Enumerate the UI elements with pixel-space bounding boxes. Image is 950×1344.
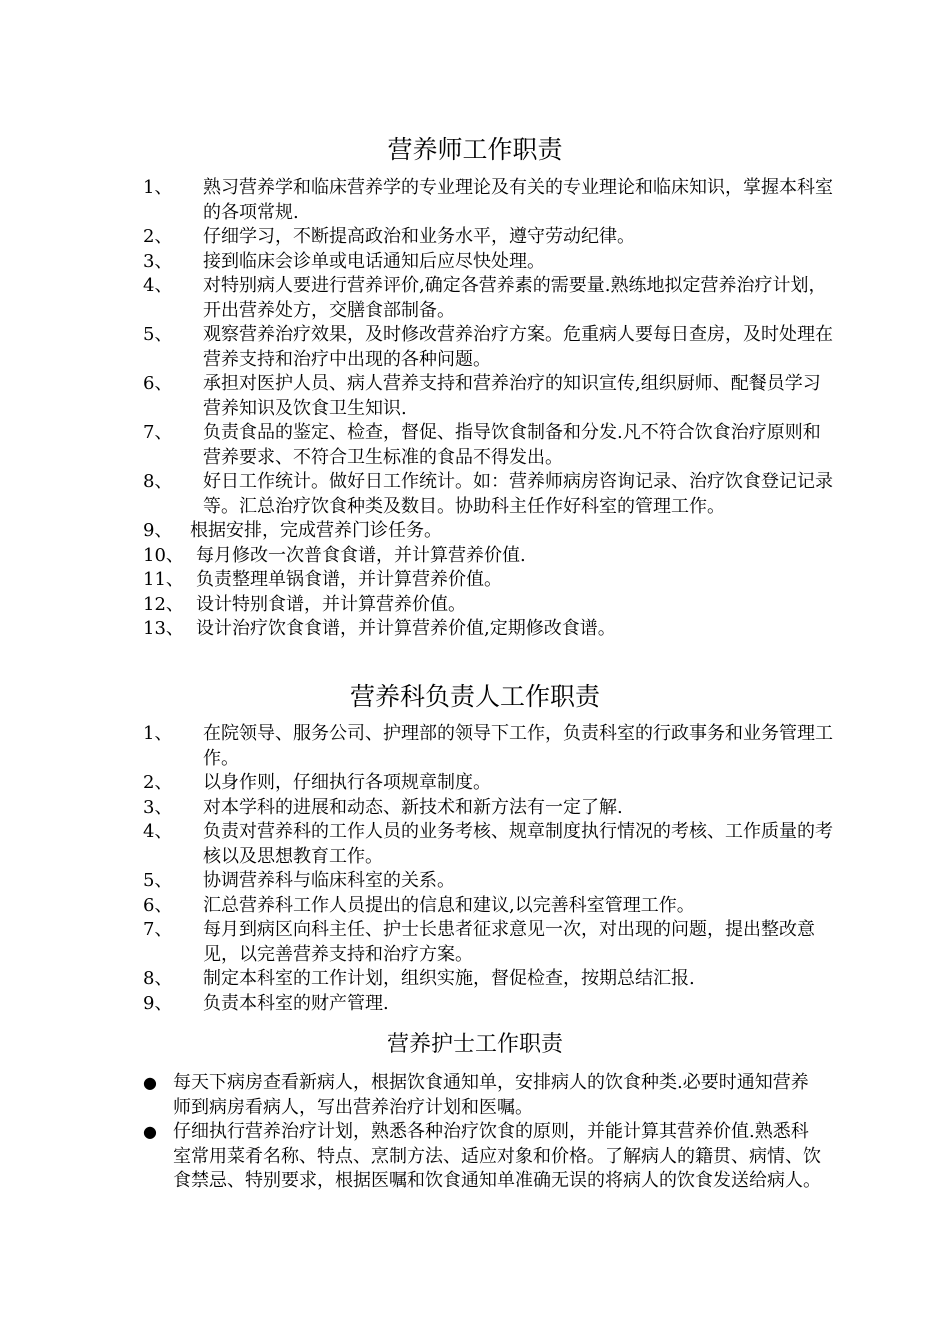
item-number: 6、 (143, 894, 173, 916)
item-text: 熟习营养学和临床营养学的专业理论及有关的专业理论和临床知识，掌握本科室的各项常规. (203, 177, 833, 223)
list-item (143, 323, 833, 372)
section2-title: 营养科负责人工作职责 (349, 682, 600, 711)
list-item (143, 796, 833, 821)
section3-title: 营养护士工作职责 (386, 1032, 563, 1057)
item-number: 6、 (143, 373, 173, 394)
list-item (143, 869, 833, 894)
item-number: 4、 (143, 821, 173, 842)
item-number: 9、 (143, 992, 173, 1014)
list-item (143, 918, 833, 967)
list-item (143, 274, 833, 323)
list-item (143, 176, 833, 225)
bullet-item (143, 1120, 823, 1194)
item-text: 制定本科室的工作计划，组织实施，督促检查，按期总结汇报. (203, 968, 695, 989)
item-text: 设计治疗饮食食谱，并计算营养价值,定期修改食谱。 (196, 618, 616, 639)
list-item (143, 593, 833, 618)
list-item (143, 544, 833, 569)
item-text: 观察营养治疗效果，及时修改营养治疗方案。危重病人要每日查房，及时处理在营养支持和治疗中出现的各种问题。 (203, 324, 833, 370)
item-text: 负责本科室的财产管理. (203, 992, 389, 1014)
item-text: 在院领导、服务公司、护理部的领导下工作，负责科室的行政事务和业务管理工作。 (203, 723, 833, 769)
item-number: 4、 (143, 275, 173, 296)
list-item (143, 992, 833, 1017)
section1-list (143, 176, 833, 642)
bullet-icon: ● (143, 1073, 157, 1092)
item-text: 负责整理单锅食谱，并计算营养价值。 (196, 569, 502, 590)
item-number: 11、 (143, 569, 184, 590)
item-number: 2、 (143, 226, 173, 247)
item-text: 负责对营养科的工作人员的业务考核、规章制度执行情况的考核、工作质量的考核以及思想教育工作。 (203, 821, 833, 867)
item-number: 1、 (143, 177, 173, 198)
item-text: 汇总营养科工作人员提出的信息和建议,以完善科室管理工作。 (203, 894, 695, 916)
list-item (143, 421, 833, 470)
list-item (143, 225, 833, 250)
section2-list (143, 722, 833, 1016)
item-number: 7、 (143, 422, 173, 443)
item-number: 8、 (143, 968, 173, 989)
list-item (143, 250, 833, 275)
item-text: 承担对医护人员、病人营养支持和营养治疗的知识宣传,组织厨师、配餐员学习营养知识及饮食卫生知识. (203, 373, 821, 419)
item-number: 13、 (143, 618, 184, 639)
item-text: 仔细学习，不断提高政治和业务水平，遵守劳动纪律。 (203, 226, 635, 247)
item-number: 3、 (143, 250, 173, 272)
item-text: 每月到病区向科主任、护士长患者征求意见一次，对出现的问题，提出整改意见，以完善营养支持和治疗方案。 (203, 919, 815, 965)
item-number: 9、 (143, 520, 173, 541)
list-item (143, 470, 833, 519)
list-item (143, 894, 833, 919)
item-text: 仔细执行营养治疗计划，熟悉各种治疗饮食的原则，并能计算其营养价值.熟悉科室常用菜肴名称、特点、烹制方法、适应对象和价格。了解病人的籍贯、病情、饮食禁忌、特别要求，根据医嘱和饮食通知单准确无误的将病人的饮食发送给病人。 (173, 1121, 821, 1191)
item-text: 对本学科的进展和动态、新技术和新方法有一定了解. (203, 796, 623, 818)
bullet-icon: ● (143, 1122, 157, 1141)
item-text: 每天下病房查看新病人，根据饮食通知单，安排病人的饮食种类.必要时通知营养师到病房看病人，写出营养治疗计划和医嘱。 (173, 1072, 809, 1118)
list-item (143, 722, 833, 771)
item-text: 协调营养科与临床科室的关系。 (203, 870, 455, 891)
item-number: 7、 (143, 919, 173, 940)
item-text: 好日工作统计。做好日工作统计。如：营养师病房咨询记录、治疗饮食登记记录等。汇总治疗饮食种类及数目。协助科主任作好科室的管理工作。 (203, 471, 833, 517)
item-text: 每月修改一次普食食谱，并计算营养价值. (196, 544, 526, 566)
item-text: 接到临床会诊单或电话通知后应尽快处理。 (203, 250, 545, 272)
item-text: 对特别病人要进行营养评价,确定各营养素的需要量.熟练地拟定营养治疗计划，开出营养处方，交膳食部制备。 (203, 275, 827, 321)
list-item (143, 372, 833, 421)
list-item (143, 967, 833, 992)
list-item (143, 820, 833, 869)
item-number: 10、 (143, 544, 184, 566)
item-number: 1、 (143, 723, 173, 744)
item-number: 3、 (143, 796, 173, 818)
item-number: 5、 (143, 870, 173, 891)
item-text: 以身作则，仔细执行各项规章制度。 (203, 772, 491, 793)
section3-list (143, 1071, 823, 1194)
bullet-item (143, 1071, 823, 1120)
list-item (143, 519, 833, 544)
list-item (143, 771, 833, 796)
list-item (143, 617, 833, 642)
item-number: 8、 (143, 471, 173, 492)
item-text: 负责食品的鉴定、检查，督促、指导饮食制备和分发.凡不符合饮食治疗原则和营养要求、不符合卫生标准的食品不得发出。 (203, 422, 821, 468)
item-text: 根据安排，完成营养门诊任务。 (190, 520, 442, 541)
item-text: 设计特别食谱，并计算营养价值。 (196, 593, 466, 615)
section1-title: 营养师工作职责 (387, 135, 563, 164)
list-item (143, 568, 833, 593)
item-number: 12、 (143, 593, 184, 615)
item-number: 2、 (143, 772, 173, 793)
item-number: 5、 (143, 324, 173, 345)
